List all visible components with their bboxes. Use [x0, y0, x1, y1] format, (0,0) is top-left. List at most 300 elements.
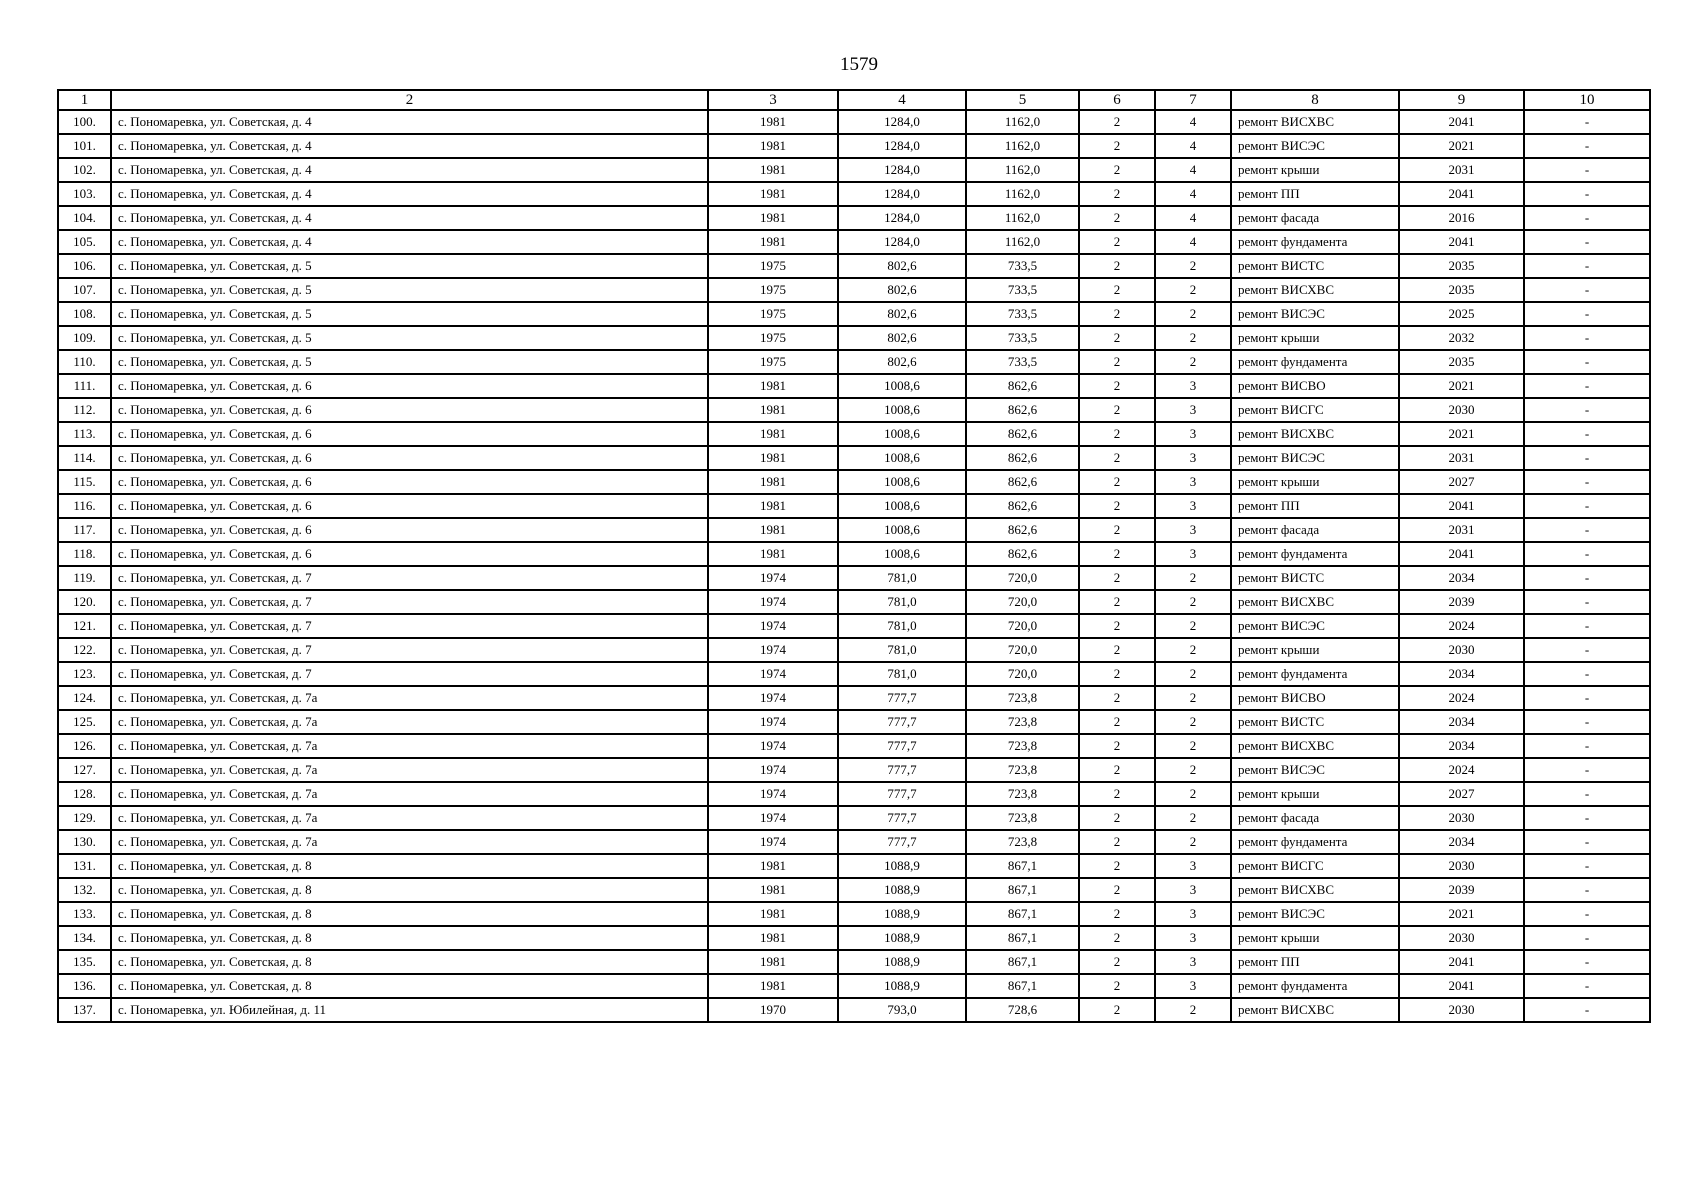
cell-address: с. Пономаревка, ул. Советская, д. 8: [111, 950, 708, 974]
cell-floors: 2: [1079, 590, 1155, 614]
table-row: [58, 662, 1650, 686]
cell-floors: 2: [1079, 854, 1155, 878]
cell-row-number: 101.: [58, 134, 111, 158]
cell-row-number: 105.: [58, 230, 111, 254]
cell-total-area: 802,6: [838, 254, 966, 278]
cell-total-area: 1284,0: [838, 182, 966, 206]
cell-total-area: 777,7: [838, 806, 966, 830]
cell-row-number: 120.: [58, 590, 111, 614]
cell-planned-year: 2035: [1399, 350, 1524, 374]
cell-row-number: 135.: [58, 950, 111, 974]
cell-year-built: 1981: [708, 974, 838, 998]
table-row: [58, 950, 1650, 974]
cell-planned-year: 2016: [1399, 206, 1524, 230]
cell-work-type: ремонт ВИСЭС: [1231, 614, 1399, 638]
cell-floors: 2: [1079, 230, 1155, 254]
cell-work-type: ремонт ПП: [1231, 950, 1399, 974]
cell-planned-year: 2041: [1399, 494, 1524, 518]
cell-year-built: 1981: [708, 446, 838, 470]
cell-year-built: 1981: [708, 470, 838, 494]
cell-total-area: 1008,6: [838, 422, 966, 446]
cell-note: -: [1524, 518, 1650, 542]
cell-row-number: 103.: [58, 182, 111, 206]
cell-year-built: 1974: [708, 710, 838, 734]
table-row: [58, 686, 1650, 710]
column-header-7: 7: [1155, 90, 1231, 110]
cell-address: с. Пономаревка, ул. Советская, д. 6: [111, 470, 708, 494]
table-row: [58, 854, 1650, 878]
cell-row-number: 119.: [58, 566, 111, 590]
cell-address: с. Пономаревка, ул. Советская, д. 5: [111, 278, 708, 302]
cell-year-built: 1974: [708, 830, 838, 854]
cell-address: с. Пономаревка, ул. Советская, д. 4: [111, 182, 708, 206]
table-row: [58, 254, 1650, 278]
cell-work-type: ремонт ВИСХВС: [1231, 590, 1399, 614]
cell-work-type: ремонт ВИСГС: [1231, 854, 1399, 878]
cell-planned-year: 2027: [1399, 470, 1524, 494]
cell-work-type: ремонт ВИСХВС: [1231, 422, 1399, 446]
cell-year-built: 1974: [708, 566, 838, 590]
cell-year-built: 1981: [708, 902, 838, 926]
cell-note: -: [1524, 374, 1650, 398]
cell-address: с. Пономаревка, ул. Советская, д. 8: [111, 902, 708, 926]
table-row: [58, 614, 1650, 638]
cell-row-number: 127.: [58, 758, 111, 782]
cell-entrances: 3: [1155, 854, 1231, 878]
cell-row-number: 129.: [58, 806, 111, 830]
cell-living-area: 720,0: [966, 614, 1079, 638]
cell-note: -: [1524, 278, 1650, 302]
table-row: [58, 974, 1650, 998]
cell-floors: 2: [1079, 182, 1155, 206]
cell-total-area: 1088,9: [838, 854, 966, 878]
cell-total-area: 781,0: [838, 662, 966, 686]
cell-entrances: 2: [1155, 710, 1231, 734]
cell-living-area: 862,6: [966, 494, 1079, 518]
cell-work-type: ремонт ВИСЭС: [1231, 134, 1399, 158]
cell-address: с. Пономаревка, ул. Советская, д. 6: [111, 518, 708, 542]
cell-work-type: ремонт ВИСХВС: [1231, 998, 1399, 1022]
cell-entrances: 3: [1155, 878, 1231, 902]
cell-floors: 2: [1079, 566, 1155, 590]
cell-note: -: [1524, 542, 1650, 566]
cell-address: с. Пономаревка, ул. Юбилейная, д. 11: [111, 998, 708, 1022]
cell-entrances: 2: [1155, 350, 1231, 374]
table-row: [58, 350, 1650, 374]
cell-year-built: 1981: [708, 854, 838, 878]
cell-living-area: 723,8: [966, 806, 1079, 830]
cell-row-number: 116.: [58, 494, 111, 518]
cell-entrances: 3: [1155, 398, 1231, 422]
cell-row-number: 118.: [58, 542, 111, 566]
cell-row-number: 115.: [58, 470, 111, 494]
cell-work-type: ремонт ВИСТС: [1231, 566, 1399, 590]
table-row: [58, 494, 1650, 518]
header-row: [58, 90, 1650, 110]
cell-planned-year: 2039: [1399, 590, 1524, 614]
cell-entrances: 4: [1155, 110, 1231, 134]
cell-year-built: 1975: [708, 302, 838, 326]
cell-work-type: ремонт ВИСВО: [1231, 374, 1399, 398]
cell-note: -: [1524, 758, 1650, 782]
table-row: [58, 278, 1650, 302]
cell-row-number: 104.: [58, 206, 111, 230]
cell-living-area: 723,8: [966, 686, 1079, 710]
cell-year-built: 1981: [708, 374, 838, 398]
cell-total-area: 1088,9: [838, 950, 966, 974]
cell-living-area: 867,1: [966, 974, 1079, 998]
cell-planned-year: 2035: [1399, 254, 1524, 278]
cell-row-number: 126.: [58, 734, 111, 758]
cell-note: -: [1524, 998, 1650, 1022]
cell-planned-year: 2030: [1399, 854, 1524, 878]
cell-row-number: 121.: [58, 614, 111, 638]
cell-floors: 2: [1079, 254, 1155, 278]
cell-year-built: 1974: [708, 758, 838, 782]
cell-note: -: [1524, 782, 1650, 806]
cell-work-type: ремонт ПП: [1231, 182, 1399, 206]
cell-planned-year: 2032: [1399, 326, 1524, 350]
column-header-2: 2: [111, 90, 708, 110]
cell-entrances: 3: [1155, 542, 1231, 566]
cell-entrances: 4: [1155, 206, 1231, 230]
table-row: [58, 830, 1650, 854]
cell-floors: 2: [1079, 734, 1155, 758]
cell-address: с. Пономаревка, ул. Советская, д. 8: [111, 974, 708, 998]
table-row: [58, 110, 1650, 134]
cell-work-type: ремонт ВИСХВС: [1231, 278, 1399, 302]
table-row: [58, 518, 1650, 542]
cell-year-built: 1981: [708, 950, 838, 974]
cell-entrances: 3: [1155, 902, 1231, 926]
cell-note: -: [1524, 926, 1650, 950]
cell-work-type: ремонт ВИСЭС: [1231, 902, 1399, 926]
cell-entrances: 4: [1155, 230, 1231, 254]
cell-work-type: ремонт ВИСТС: [1231, 254, 1399, 278]
cell-work-type: ремонт крыши: [1231, 926, 1399, 950]
cell-floors: 2: [1079, 398, 1155, 422]
cell-address: с. Пономаревка, ул. Советская, д. 7а: [111, 686, 708, 710]
table-row: [58, 758, 1650, 782]
cell-note: -: [1524, 110, 1650, 134]
cell-address: с. Пономаревка, ул. Советская, д. 7а: [111, 830, 708, 854]
cell-year-built: 1974: [708, 638, 838, 662]
cell-living-area: 733,5: [966, 302, 1079, 326]
cell-living-area: 723,8: [966, 782, 1079, 806]
cell-floors: 2: [1079, 278, 1155, 302]
cell-total-area: 781,0: [838, 590, 966, 614]
cell-planned-year: 2034: [1399, 566, 1524, 590]
cell-year-built: 1981: [708, 398, 838, 422]
cell-floors: 2: [1079, 350, 1155, 374]
cell-floors: 2: [1079, 494, 1155, 518]
cell-row-number: 102.: [58, 158, 111, 182]
cell-year-built: 1974: [708, 662, 838, 686]
cell-total-area: 1008,6: [838, 494, 966, 518]
cell-floors: 2: [1079, 974, 1155, 998]
cell-planned-year: 2041: [1399, 950, 1524, 974]
cell-year-built: 1975: [708, 350, 838, 374]
cell-note: -: [1524, 254, 1650, 278]
cell-total-area: 1008,6: [838, 446, 966, 470]
column-header-10: 10: [1524, 90, 1650, 110]
cell-planned-year: 2041: [1399, 974, 1524, 998]
cell-living-area: 867,1: [966, 950, 1079, 974]
cell-floors: 2: [1079, 422, 1155, 446]
cell-note: -: [1524, 638, 1650, 662]
cell-row-number: 113.: [58, 422, 111, 446]
cell-work-type: ремонт ВИСХВС: [1231, 878, 1399, 902]
cell-address: с. Пономаревка, ул. Советская, д. 7: [111, 662, 708, 686]
cell-floors: 2: [1079, 134, 1155, 158]
cell-year-built: 1975: [708, 326, 838, 350]
cell-entrances: 3: [1155, 446, 1231, 470]
table-row: [58, 230, 1650, 254]
cell-total-area: 802,6: [838, 326, 966, 350]
cell-planned-year: 2024: [1399, 614, 1524, 638]
cell-entrances: 3: [1155, 974, 1231, 998]
cell-entrances: 3: [1155, 494, 1231, 518]
cell-entrances: 2: [1155, 614, 1231, 638]
cell-planned-year: 2034: [1399, 734, 1524, 758]
cell-living-area: 862,6: [966, 446, 1079, 470]
cell-planned-year: 2031: [1399, 158, 1524, 182]
cell-entrances: 3: [1155, 470, 1231, 494]
cell-living-area: 1162,0: [966, 230, 1079, 254]
cell-year-built: 1981: [708, 110, 838, 134]
table-row: [58, 374, 1650, 398]
cell-total-area: 781,0: [838, 614, 966, 638]
cell-entrances: 2: [1155, 998, 1231, 1022]
cell-planned-year: 2024: [1399, 686, 1524, 710]
cell-address: с. Пономаревка, ул. Советская, д. 7: [111, 566, 708, 590]
column-header-8: 8: [1231, 90, 1399, 110]
cell-note: -: [1524, 446, 1650, 470]
cell-living-area: 867,1: [966, 926, 1079, 950]
cell-entrances: 3: [1155, 950, 1231, 974]
cell-planned-year: 2041: [1399, 542, 1524, 566]
cell-address: с. Пономаревка, ул. Советская, д. 4: [111, 158, 708, 182]
cell-year-built: 1981: [708, 134, 838, 158]
cell-note: -: [1524, 854, 1650, 878]
cell-floors: 2: [1079, 446, 1155, 470]
table-row: [58, 806, 1650, 830]
cell-entrances: 2: [1155, 734, 1231, 758]
cell-year-built: 1981: [708, 422, 838, 446]
cell-note: -: [1524, 470, 1650, 494]
cell-total-area: 1284,0: [838, 230, 966, 254]
cell-planned-year: 2031: [1399, 446, 1524, 470]
cell-floors: 2: [1079, 830, 1155, 854]
cell-work-type: ремонт фундамента: [1231, 542, 1399, 566]
cell-living-area: 733,5: [966, 254, 1079, 278]
cell-row-number: 137.: [58, 998, 111, 1022]
cell-row-number: 100.: [58, 110, 111, 134]
table-row: [58, 926, 1650, 950]
cell-note: -: [1524, 422, 1650, 446]
cell-row-number: 106.: [58, 254, 111, 278]
cell-year-built: 1974: [708, 686, 838, 710]
cell-address: с. Пономаревка, ул. Советская, д. 7а: [111, 782, 708, 806]
cell-work-type: ремонт ВИСГС: [1231, 398, 1399, 422]
cell-address: с. Пономаревка, ул. Советская, д. 4: [111, 206, 708, 230]
cell-floors: 2: [1079, 686, 1155, 710]
cell-floors: 2: [1079, 110, 1155, 134]
cell-total-area: 1088,9: [838, 902, 966, 926]
cell-floors: 2: [1079, 206, 1155, 230]
cell-work-type: ремонт крыши: [1231, 326, 1399, 350]
table-body: [58, 110, 1650, 1022]
cell-total-area: 777,7: [838, 710, 966, 734]
cell-planned-year: 2034: [1399, 830, 1524, 854]
cell-entrances: 2: [1155, 302, 1231, 326]
cell-year-built: 1981: [708, 494, 838, 518]
cell-entrances: 3: [1155, 518, 1231, 542]
table-row: [58, 206, 1650, 230]
cell-total-area: 802,6: [838, 278, 966, 302]
cell-note: -: [1524, 878, 1650, 902]
cell-living-area: 723,8: [966, 710, 1079, 734]
cell-total-area: 1284,0: [838, 206, 966, 230]
cell-row-number: 109.: [58, 326, 111, 350]
cell-address: с. Пономаревка, ул. Советская, д. 6: [111, 446, 708, 470]
cell-total-area: 777,7: [838, 782, 966, 806]
cell-planned-year: 2039: [1399, 878, 1524, 902]
cell-floors: 2: [1079, 302, 1155, 326]
cell-note: -: [1524, 158, 1650, 182]
table-row: [58, 182, 1650, 206]
cell-address: с. Пономаревка, ул. Советская, д. 6: [111, 542, 708, 566]
cell-living-area: 1162,0: [966, 134, 1079, 158]
table-row: [58, 134, 1650, 158]
cell-total-area: 1008,6: [838, 470, 966, 494]
cell-total-area: 1008,6: [838, 398, 966, 422]
cell-work-type: ремонт ВИСТС: [1231, 710, 1399, 734]
table-row: [58, 734, 1650, 758]
cell-total-area: 1088,9: [838, 974, 966, 998]
cell-total-area: 1008,6: [838, 542, 966, 566]
column-header-9: 9: [1399, 90, 1524, 110]
cell-living-area: 1162,0: [966, 206, 1079, 230]
table-row: [58, 470, 1650, 494]
table-row: [58, 422, 1650, 446]
cell-floors: 2: [1079, 758, 1155, 782]
cell-total-area: 1284,0: [838, 110, 966, 134]
column-header-6: 6: [1079, 90, 1155, 110]
cell-work-type: ремонт ВИСЭС: [1231, 302, 1399, 326]
cell-total-area: 793,0: [838, 998, 966, 1022]
table-row: [58, 998, 1650, 1022]
cell-address: с. Пономаревка, ул. Советская, д. 6: [111, 494, 708, 518]
cell-year-built: 1974: [708, 590, 838, 614]
cell-floors: 2: [1079, 470, 1155, 494]
cell-entrances: 2: [1155, 830, 1231, 854]
cell-row-number: 123.: [58, 662, 111, 686]
cell-year-built: 1981: [708, 230, 838, 254]
cell-living-area: 862,6: [966, 518, 1079, 542]
cell-entrances: 2: [1155, 254, 1231, 278]
cell-living-area: 733,5: [966, 278, 1079, 302]
cell-floors: 2: [1079, 614, 1155, 638]
cell-work-type: ремонт фасада: [1231, 206, 1399, 230]
cell-row-number: 117.: [58, 518, 111, 542]
cell-living-area: 720,0: [966, 566, 1079, 590]
cell-year-built: 1981: [708, 878, 838, 902]
cell-row-number: 112.: [58, 398, 111, 422]
cell-address: с. Пономаревка, ул. Советская, д. 7а: [111, 734, 708, 758]
cell-row-number: 132.: [58, 878, 111, 902]
cell-note: -: [1524, 710, 1650, 734]
cell-floors: 2: [1079, 542, 1155, 566]
cell-year-built: 1974: [708, 614, 838, 638]
cell-living-area: 728,6: [966, 998, 1079, 1022]
cell-row-number: 136.: [58, 974, 111, 998]
cell-address: с. Пономаревка, ул. Советская, д. 5: [111, 326, 708, 350]
cell-row-number: 114.: [58, 446, 111, 470]
cell-planned-year: 2030: [1399, 806, 1524, 830]
table-row: [58, 902, 1650, 926]
cell-work-type: ремонт фундамента: [1231, 830, 1399, 854]
cell-entrances: 4: [1155, 158, 1231, 182]
table-row: [58, 326, 1650, 350]
cell-address: с. Пономаревка, ул. Советская, д. 7а: [111, 710, 708, 734]
cell-note: -: [1524, 566, 1650, 590]
column-header-5: 5: [966, 90, 1079, 110]
cell-address: с. Пономаревка, ул. Советская, д. 8: [111, 926, 708, 950]
table-row: [58, 878, 1650, 902]
cell-living-area: 723,8: [966, 734, 1079, 758]
cell-planned-year: 2034: [1399, 710, 1524, 734]
cell-entrances: 3: [1155, 374, 1231, 398]
cell-note: -: [1524, 614, 1650, 638]
cell-floors: 2: [1079, 806, 1155, 830]
cell-row-number: 111.: [58, 374, 111, 398]
cell-total-area: 777,7: [838, 830, 966, 854]
cell-living-area: 733,5: [966, 350, 1079, 374]
cell-planned-year: 2030: [1399, 638, 1524, 662]
cell-planned-year: 2034: [1399, 662, 1524, 686]
cell-entrances: 2: [1155, 758, 1231, 782]
cell-living-area: 867,1: [966, 902, 1079, 926]
cell-entrances: 2: [1155, 278, 1231, 302]
cell-living-area: 720,0: [966, 638, 1079, 662]
cell-work-type: ремонт фасада: [1231, 806, 1399, 830]
table-row: [58, 446, 1650, 470]
cell-planned-year: 2030: [1399, 926, 1524, 950]
cell-floors: 2: [1079, 374, 1155, 398]
cell-address: с. Пономаревка, ул. Советская, д. 5: [111, 254, 708, 278]
cell-entrances: 2: [1155, 662, 1231, 686]
cell-living-area: 733,5: [966, 326, 1079, 350]
cell-row-number: 110.: [58, 350, 111, 374]
cell-row-number: 133.: [58, 902, 111, 926]
cell-floors: 2: [1079, 950, 1155, 974]
cell-living-area: 862,6: [966, 374, 1079, 398]
cell-work-type: ремонт фундамента: [1231, 662, 1399, 686]
table-row: [58, 590, 1650, 614]
cell-total-area: 777,7: [838, 758, 966, 782]
cell-address: с. Пономаревка, ул. Советская, д. 6: [111, 398, 708, 422]
table-row: [58, 398, 1650, 422]
cell-total-area: 802,6: [838, 350, 966, 374]
cell-work-type: ремонт ПП: [1231, 494, 1399, 518]
cell-planned-year: 2041: [1399, 182, 1524, 206]
cell-living-area: 1162,0: [966, 182, 1079, 206]
cell-entrances: 4: [1155, 182, 1231, 206]
cell-note: -: [1524, 326, 1650, 350]
cell-floors: 2: [1079, 782, 1155, 806]
cell-floors: 2: [1079, 998, 1155, 1022]
